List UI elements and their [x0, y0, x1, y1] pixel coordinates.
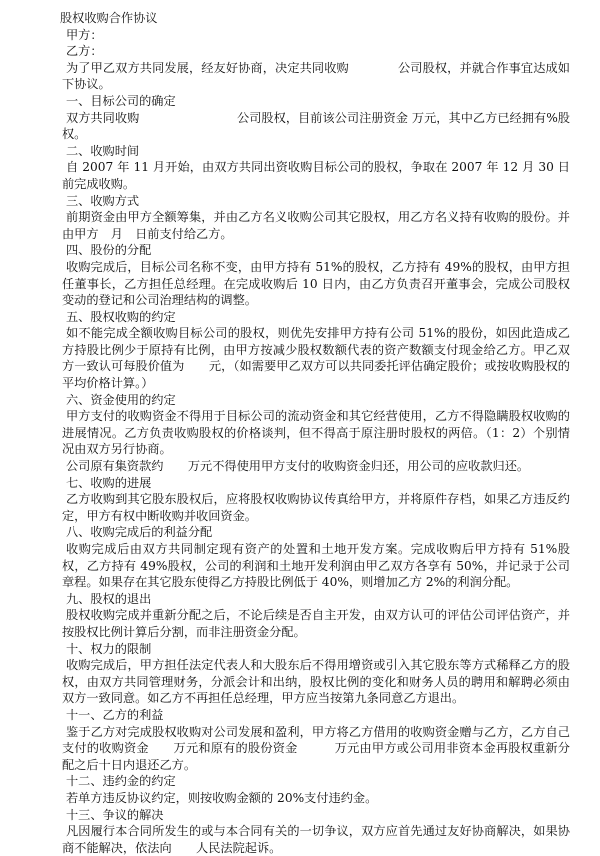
section-paragraph: 鉴于乙方对完成股权收购对公司发展和盈利，甲方将乙方借用的收购资金赠与乙方，乙方自己支付的收购资金 万元和原有的股份资金 万元由甲方或公司用非资本金再股权重新分配之后十日内退还乙方。 — [62, 724, 570, 772]
section-heading: 十、权力的限制 — [66, 641, 152, 656]
section-paragraph: 前期资金由甲方全额筹集，并由乙方名义收购公司其它股权，用乙方名义持有收购的股份。并由甲方 月 日前支付给乙方。 — [62, 210, 570, 241]
section-paragraph: 甲方支付的收购资金不得用于目标公司的流动资金和其它经营使用，乙方不得隐瞒股权收购的进展情况。乙方负责收购股权的价格谈判，但不得高于原注册时股权的两倍。（1：2）个别情况由双方另行协商。 — [62, 409, 570, 457]
section-heading: 八、收购完成后的利益分配 — [66, 525, 213, 540]
section-paragraph: 股权收购完成并重新分配之后，不论后续是否自主开发，由双方认可的评估公司评估资产，并按股权比例计算后分割，而非注册资金分配。 — [62, 608, 570, 639]
section-paragraph: 若单方违反协议约定，则按收购金额的 20%支付违约金。 — [66, 790, 378, 805]
section-paragraph: 收购完成后由双方共同制定现有资产的处置和土地开发方案。完成收购后甲方持有 51%股权，乙方持有 49%股权，公司的利润和土地开发利润由甲乙双方各享有 50%，并记录于公司章程。如果存在其它股东使得乙方持股比例低于 40%，则增加乙方 2%的利润分配。 — [62, 542, 570, 590]
section-paragraph: 收购完成后，甲方担任法定代表人和大股东后不得用增资或引入其它股东等方式稀释乙方的股权，由双方共同管理财务，分派会计和出纳，股权比例的变化和财务人员的聘用和解聘必须由双方一致同意。如乙方不再担任总经理，甲方应当按第九条同意乙方退出。 — [62, 658, 570, 706]
section-heading: 一、目标公司的确定 — [66, 93, 176, 108]
section-heading: 九、股权的退出 — [66, 591, 152, 606]
section-heading: 四、股份的分配 — [66, 243, 152, 258]
intro-paragraph: 为了甲乙双方共同发展，经友好协商，决定共同收购 公司股权，并就合作事宜达成如下协议。 — [62, 60, 570, 92]
section-heading: 七、收购的进展 — [66, 475, 152, 490]
sections-container — [62, 93, 570, 856]
section-paragraph: 自 2007 年 11 月开始，由双方共同出资收购目标公司的股权，争取在 2007 年 12 月 30 日前完成收购。 — [62, 160, 570, 191]
section-heading: 十一、乙方的利益 — [66, 707, 164, 722]
section-heading: 五、股权收购的约定 — [66, 309, 176, 324]
section-paragraph: 双方共同收购 公司股权，目前该公司注册资金 万元，其中乙方已经拥有%股权。 — [62, 110, 570, 142]
section-heading: 二、收购时间 — [66, 143, 140, 158]
section-heading: 十三、争议的解决 — [66, 807, 164, 822]
section-heading: 十二、违约金的约定 — [66, 774, 176, 789]
section-heading: 六、资金使用的约定 — [66, 392, 176, 407]
section-paragraph: 公司原有集资款约 万元不得使用甲方支付的收购资金归还，用公司的应收款归还。 — [66, 459, 530, 474]
section-paragraph: 收购完成后，目标公司名称不变，由甲方持有 51%的股权，乙方持有 49%的股权，由甲方担任董事长，乙方担任总经理。在完成收购后 10 日内，由乙方负责召开董事会，完成公司股权变动的登记和公司治理结构的调整。 — [62, 259, 570, 308]
party-a-line: 甲方： — [66, 27, 103, 42]
section-paragraph: 凡因履行本合同所发生的或与本合同有关的一切争议，双方应首先通过友好协商解决，如果协商不能解决，依法向 人民法院起诉。 — [62, 824, 570, 855]
section-paragraph: 如不能完成全额收购目标公司的股权，则优先安排甲方持有公司 51%的股份，如因此造成乙方持股比例少于原持有比例，由甲方按减少股权数额代表的资产数额支付现金给乙方。甲乙双方一致认可每股价值为 元，（如需要甲乙双方可以共同委托评估确定股价；或按收购股权的平均价格计算。） — [62, 326, 570, 391]
section-heading: 三、收购方式 — [66, 193, 140, 208]
party-b-line: 乙方： — [66, 44, 103, 59]
document-title: 股权收购合作协议 — [60, 11, 158, 25]
section-paragraph: 乙方收购到其它股东股权后，应将股权收购协议传真给甲方，并将原件存档，如果乙方违反约定，甲方有权中断收购并收回资金。 — [62, 492, 570, 523]
